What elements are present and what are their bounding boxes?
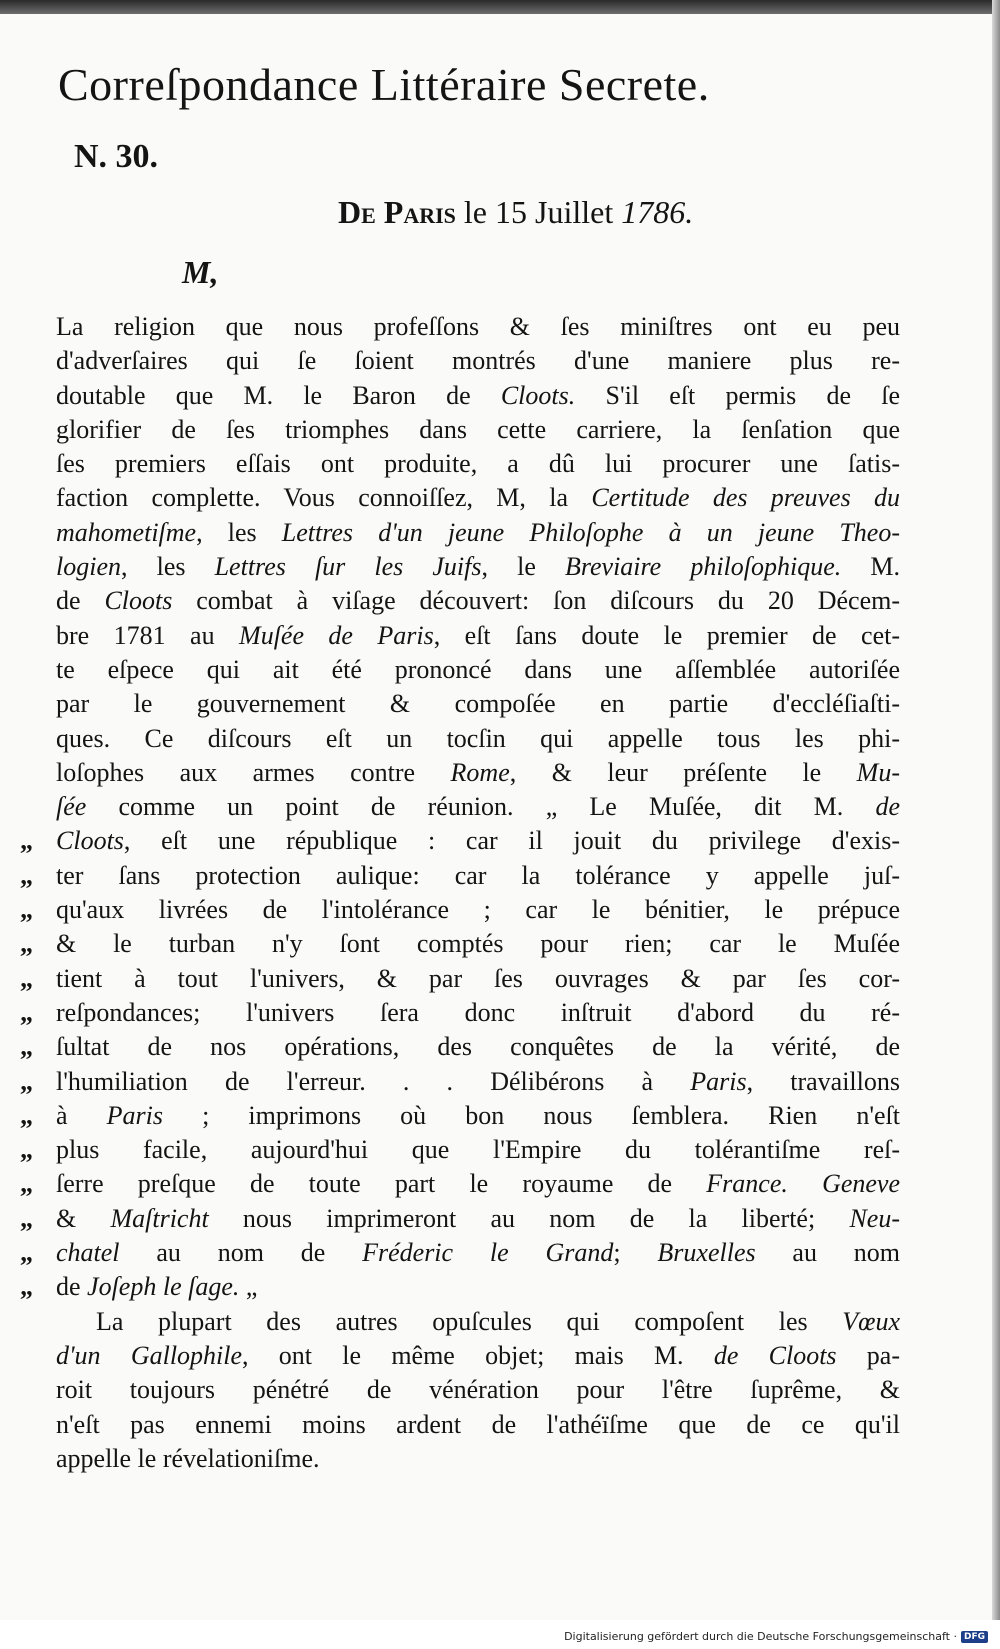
document-page [0, 14, 992, 1620]
italic-text: logien [56, 552, 121, 582]
italic-text: Paris [106, 1100, 163, 1130]
text-segment: , eſt ſans doute le premier de cet- [433, 620, 900, 650]
body-text [20, 310, 900, 1476]
text-segment: te eſpece qui ait été prononcé dans une aſſemblée autoriſée [56, 654, 900, 684]
text-segment: de [56, 1272, 88, 1302]
text-segment: ter ſans protection aulique: car la tolérance y appelle juſ- [56, 860, 900, 890]
text-segment [788, 1169, 822, 1198]
text-segment: plus facile, aujourd'hui que l'Empire du tolérantiſme reſ- [56, 1135, 900, 1165]
text-line [20, 893, 900, 927]
text-segment: & le turban n'y ſont comptés pour rien; car le Muſée [56, 929, 900, 959]
text-segment: l'humiliation de l'erreur. . . Délibérons à [56, 1066, 691, 1096]
text-segment: La religion que nous profeſſons & ſes miniſtres ont eu peu [56, 312, 900, 341]
text-line [20, 1133, 900, 1167]
text-line [20, 790, 900, 824]
text-segment: tient à tout l'univers, & par ſes ouvrages & par ſes cor- [56, 963, 900, 993]
text-segment: , eſt une république : car il jouit du privilege d'exis- [123, 826, 900, 856]
text-segment: ; [613, 1238, 658, 1268]
text-segment: à [56, 1100, 107, 1130]
text-line [20, 1167, 900, 1201]
text-line [20, 1065, 900, 1099]
italic-text: Muſée de Paris [239, 620, 434, 650]
text-line [20, 516, 900, 550]
quote-mark: „ [20, 1169, 33, 1199]
text-segment: doutable que M. le Baron de [56, 380, 501, 410]
text-segment: d'adverſaires qui ſe ſoient montrés d'une maniere plus re- [56, 346, 900, 376]
journal-title: Correſpondance Littéraire Secrete. [58, 59, 710, 110]
text-segment: „ [239, 1272, 258, 1302]
text-segment: appelle le révelationiſme. [56, 1443, 320, 1473]
text-line [20, 1270, 900, 1304]
italic-text: Vœux [842, 1306, 900, 1336]
text-segment: reſpondances; l'univers ſera donc inſtruit d'abord du ré- [56, 997, 900, 1027]
quote-mark: „ [20, 1066, 33, 1096]
quote-mark: „ [20, 1272, 33, 1302]
italic-text: Certitude des preuves du [591, 483, 901, 513]
text-line [20, 927, 900, 961]
italic-text: Mu- [856, 757, 900, 787]
text-line [20, 1202, 900, 1236]
italic-text: mahometiſme [56, 517, 197, 547]
text-line [20, 413, 900, 447]
italic-text: Joſeph le ſage. [87, 1272, 240, 1302]
digitization-credit [564, 1630, 988, 1643]
text-segment: , travaillons [746, 1066, 900, 1096]
text-segment: combat à viſage découvert: ſon diſcours du 20 Décem- [172, 586, 900, 616]
dateline [338, 194, 693, 231]
text-line [20, 481, 900, 515]
italic-text: France. [706, 1169, 788, 1199]
text-segment: , & leur préſente le [509, 757, 857, 787]
text-line [20, 1408, 900, 1442]
dateline-year: 1786. [621, 194, 694, 230]
text-line [20, 310, 900, 344]
text-segment: ques. Ce diſcours eſt un tocſin qui appelle tous les phi- [56, 723, 900, 753]
text-line [20, 1339, 900, 1373]
quote-mark: „ [20, 929, 33, 959]
quote-mark: „ [20, 826, 33, 856]
scan-edge-right [992, 0, 1000, 1620]
italic-text: Cloots [56, 826, 124, 856]
text-segment: & [56, 1203, 111, 1233]
text-segment: au nom de [119, 1238, 363, 1268]
italic-text: Neu- [849, 1203, 900, 1233]
italic-text: Lettres ſur les Juifs [214, 552, 482, 582]
text-line [20, 1099, 900, 1133]
quote-mark: „ [20, 895, 33, 925]
italic-text: Maſtricht [110, 1203, 209, 1233]
quote-mark: „ [20, 1100, 33, 1130]
italic-text: d'un Gallophile [56, 1340, 243, 1370]
text-segment: faction complette. Vous connoiſſez, M, la [56, 483, 592, 513]
italic-text: Paris [690, 1066, 747, 1096]
quote-mark: „ [20, 1032, 33, 1062]
dateline-place: De Paris [338, 194, 456, 230]
salutation: M, [182, 254, 219, 290]
text-segment: , les [121, 552, 215, 582]
italic-text: Lettres d'un jeune Philoſophe à un jeune Theo- [281, 517, 900, 547]
text-line [20, 619, 900, 653]
text-segment: par le gouvernement & compoſée en partie d'eccléſiaſti- [56, 689, 900, 719]
text-line [20, 379, 900, 413]
text-line [20, 1442, 900, 1476]
text-line [20, 550, 900, 584]
text-line [20, 687, 900, 721]
quote-mark: „ [20, 963, 33, 993]
text-line [20, 756, 900, 790]
italic-text: Fréderic le Grand [362, 1238, 614, 1268]
issue-number: N. 30. [74, 138, 159, 175]
text-line [20, 1305, 900, 1339]
italic-text: Breviaire philoſophique. [564, 552, 842, 582]
dateline-date: le 15 Juillet [463, 194, 614, 230]
text-segment: pa- [836, 1340, 901, 1370]
text-segment: loſophes aux armes contre [56, 757, 451, 787]
text-segment: n'eſt pas ennemi moins ardent de l'athéïſme que de ce qu'il [56, 1409, 900, 1439]
quote-mark: „ [20, 1135, 33, 1165]
text-segment: bre 1781 au [56, 620, 240, 650]
text-line [20, 584, 900, 618]
dfg-logo: DFG [961, 1631, 988, 1643]
text-segment: nous imprimeront au nom de la liberté; [208, 1203, 850, 1233]
text-line [20, 1373, 900, 1407]
quote-mark: „ [20, 860, 33, 890]
text-segment: ſerre preſque de toute part le royaume de [56, 1169, 707, 1199]
text-line [20, 996, 900, 1030]
text-segment: ſultat de nos opérations, des conquêtes de la vérité, de [56, 1032, 900, 1062]
italic-text: Geneve [822, 1169, 901, 1199]
text-line [20, 962, 900, 996]
italic-text: de Cloots [713, 1340, 837, 1370]
credit-text: Digitalisierung gefördert durch die Deutsche Forschungsgemeinschaft · [564, 1630, 957, 1643]
text-line [20, 859, 900, 893]
text-segment: , les [196, 517, 282, 547]
text-line [20, 722, 900, 756]
text-segment: de [56, 586, 105, 616]
text-segment: M. [841, 552, 900, 582]
text-line [20, 447, 900, 481]
text-line [20, 653, 900, 687]
text-line [20, 824, 900, 858]
text-segment: roit toujours pénétré de vénération pour l'être ſuprême, & [56, 1375, 900, 1405]
italic-text: Rome [450, 757, 510, 787]
text-segment: qu'aux livrées de l'intolérance ; car le bénitier, le prépuce [56, 895, 900, 925]
text-segment: S'il eſt permis de ſe [575, 380, 900, 410]
text-segment: , ont le même objet; mais M. [242, 1340, 714, 1370]
quote-mark: „ [20, 997, 33, 1027]
quote-mark: „ [20, 1238, 33, 1268]
italic-text: Cloots. [500, 380, 576, 410]
italic-text: ſée [56, 792, 87, 822]
text-segment: , le [481, 552, 565, 582]
text-line [20, 1030, 900, 1064]
quote-mark: „ [20, 1203, 33, 1233]
text-line [20, 344, 900, 378]
text-line [20, 1236, 900, 1270]
text-segment: ſes premiers eſſais ont produite, a dû lui procurer une ſatis- [56, 449, 900, 479]
italic-text: Bruxelles [657, 1238, 756, 1268]
text-segment: au nom [755, 1238, 901, 1268]
italic-text: Cloots [104, 586, 173, 616]
text-segment: ; imprimons où bon nous ſemblera. Rien n'eſt [162, 1100, 900, 1130]
scan-edge-top [0, 0, 1000, 14]
italic-text: chatel [56, 1238, 120, 1268]
text-segment: glorifier de ſes triomphes dans cette carriere, la ſenſation que [56, 414, 900, 444]
text-segment: comme un point de réunion. „ Le Muſée, dit M. [86, 792, 876, 822]
text-segment: La plupart des autres opuſcules qui compoſent les [96, 1306, 843, 1336]
italic-text: de [875, 792, 900, 822]
